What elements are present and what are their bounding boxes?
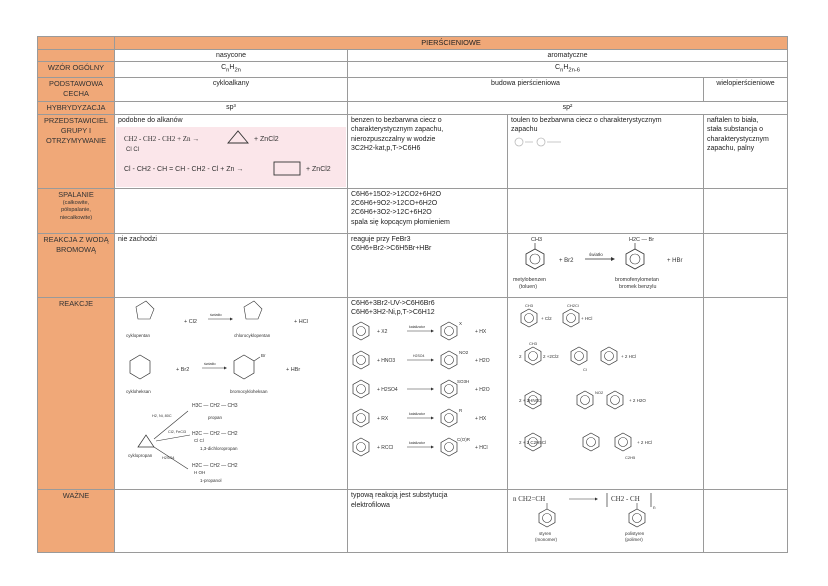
combustion-aromatic (348, 188, 508, 233)
svg-text:+ 2 HCl: + 2 HCl (637, 439, 653, 445)
svg-text:+ H2O: + H2O (475, 357, 490, 364)
cyclopropane-icon (138, 435, 154, 447)
cyclohexane-icon (130, 355, 150, 379)
row-label-formula: WZÓR OGÓLNY (38, 62, 115, 77)
naphthalene-line-2: stała substancja o (707, 126, 764, 134)
dichloro-cl: Cl Cl (194, 437, 204, 443)
toluene-rxn-1 (521, 303, 592, 327)
important-line-1: typową reakcją jest substytucja (351, 492, 448, 500)
svg-text:+ 2 H2O: + 2 H2O (629, 397, 646, 403)
representatives-saturated (115, 114, 348, 188)
row-label-representatives: PRZEDSTAWICIEL GRUPY I OTRZYMYWANIE (38, 114, 115, 188)
benzyl-ring-icon (626, 249, 644, 269)
bromine-line-2: C6H6+Br2->C6H5Br+HBr (351, 244, 432, 252)
styrene-name: styren (539, 531, 552, 537)
bromocyclohexane-icon (234, 355, 254, 379)
naphthalene-line-3: charakterystycznym (707, 135, 769, 143)
naphthalene-line-4: zapachu, palny (707, 144, 755, 152)
reactions-naphthalene (704, 297, 788, 489)
subheader-saturated: nasycone (115, 49, 348, 61)
light-label-1: światło (210, 312, 222, 317)
reactions-aromatic (348, 297, 508, 489)
propan-label: propan (208, 414, 223, 420)
chlorocyclopentane-icon (244, 301, 262, 319)
representatives-toluene (508, 114, 704, 188)
hybrid-aromatic: sp² (348, 101, 788, 114)
styrene-ring-icon (539, 509, 555, 527)
eq1-text: CH2 - CH2 - CH2 + Zn → (124, 135, 200, 144)
dichloro-label: 1,3-dichloropropan (200, 445, 238, 451)
polystyrene-formula: CH2 - CH (611, 495, 640, 504)
ring-hydrocarbons-table (37, 36, 788, 553)
tol-name2b: bromek benzylu (619, 283, 657, 290)
eq2-text: Cl - CH2 - CH = CH - CH2 - Cl + Zn → (124, 166, 244, 174)
svg-text:+ HCl: + HCl (475, 444, 488, 451)
propanol-label: 1-propanol (200, 477, 222, 483)
toluene-line-2: zapachu (511, 126, 538, 134)
bromine-saturated: nie zachodzi (115, 233, 348, 297)
combustion-eq-3: 2C6H6+3O2->12C+6H2O (351, 209, 432, 217)
reaction-eq-1: C6H6+3Br2-UV->C6H6Br6 (351, 299, 435, 307)
cyclopropane-label: cyklopropan (128, 452, 153, 458)
substitution-row-1 (353, 321, 487, 340)
svg-text:CH3: CH3 (525, 302, 534, 308)
polystyrene-name-b: (polimer) (625, 537, 643, 543)
representatives-naphthalene (704, 114, 788, 188)
combustion-sublabel-1: (całkowite, (62, 199, 90, 206)
benzene-substitution-diagram (351, 318, 503, 468)
table-title: PIERŚCIENIOWE (115, 37, 788, 50)
benzene-line-4: 3C2H2-kat,p,T->C6H6 (351, 144, 421, 152)
combustion-eq-2: 2C6H6+9O2->12CO+6H2O (351, 199, 438, 207)
svg-text:2 + 2 C2H5Cl: 2 + 2 C2H5Cl (519, 439, 547, 445)
svg-text:X: X (459, 320, 463, 326)
important-line-2: elektrofilowa (351, 501, 390, 509)
combustion-eq-1: C6H6+15O2->12CO2+6H2O (351, 190, 442, 198)
svg-text:C2H5: C2H5 (625, 454, 636, 460)
svg-text:+ Cl2: + Cl2 (541, 315, 552, 321)
styrene-polymerization-diagram (511, 491, 701, 547)
svg-text:C(O)R: C(O)R (457, 436, 470, 442)
tol-name1b: (toluen) (519, 283, 537, 290)
br-sub-label: Br (261, 352, 266, 358)
tol-br2-label: + Br2 (559, 257, 574, 264)
toluene-rxn-2 (519, 341, 636, 372)
svg-text:NO2: NO2 (595, 389, 604, 395)
svg-text:+ H2SO4: + H2SO4 (377, 386, 398, 393)
svg-text:CH3: CH3 (529, 340, 538, 346)
svg-text:2 + 2HNO3: 2 + 2HNO3 (519, 397, 542, 403)
combustion-saturated (115, 188, 348, 233)
cyclopentane-icon (136, 301, 154, 319)
combustion-toluene (508, 188, 704, 233)
cyclo-synthesis-equations (120, 129, 342, 179)
feature-aromatic: budowa pierścieniowa (348, 77, 704, 101)
svg-text:SO3H: SO3H (457, 378, 470, 384)
saturated-note: podobne do alkanów (118, 116, 183, 124)
propanol-oh: H OH (194, 469, 206, 475)
row-label-reactions: REAKCJE (38, 297, 115, 489)
tol-ch3-label: CH3 (531, 236, 543, 243)
toluene-rxn-4 (519, 433, 652, 460)
combustion-sublabel-2: półspalanie, (61, 207, 91, 214)
hybrid-saturated: sp³ (115, 101, 348, 114)
svg-text:H2SO4: H2SO4 (413, 353, 425, 358)
toluene-ring-icon (526, 249, 544, 269)
svg-text:+ HNO3: + HNO3 (377, 357, 396, 364)
combustion-naphthalene (704, 188, 788, 233)
polystyrene-name: polistyren (625, 531, 645, 537)
tol-hbr-label: + HBr (667, 257, 683, 264)
svg-text:+ 2 HCl: + 2 HCl (621, 353, 637, 359)
cond-h2o-label: H2SO4 (162, 455, 175, 460)
cl2-label: + Cl2 (184, 318, 197, 325)
dichloro-chain: H2C — CH2 — CH2 (192, 430, 238, 437)
representatives-benzene (348, 114, 508, 188)
svg-text:+ HX: + HX (475, 415, 487, 422)
tol-name2: bromofenylometan (615, 276, 659, 283)
cyclo-synthesis-box (116, 127, 346, 186)
subheader-empty (38, 49, 115, 61)
combustion-label: SPALANIE (58, 189, 94, 199)
hbr-label: + HBr (286, 366, 301, 373)
benzene-line-3: nierozpuszczalny w wodzie (351, 135, 436, 143)
svg-text:+ HX: + HX (475, 328, 487, 335)
polystyrene-ring-icon (629, 509, 645, 527)
polymer-n: n (653, 505, 656, 511)
bromine-line-1: reaguje przy FeBr3 (351, 235, 411, 243)
tol-name1: metylobenzen (513, 276, 546, 283)
svg-text:Cl: Cl (583, 366, 587, 372)
eq1-cl-text: Cl Cl (126, 147, 139, 154)
propan-chain: H3C — CH2 — CH3 (192, 402, 238, 409)
formula-saturated: $C_nH_{2n}$ (115, 62, 348, 77)
propanol-chain: H2C — CH2 — CH2 (192, 462, 238, 469)
bromocyclohexane-label: bromocykloheksan (230, 388, 268, 394)
svg-text:katalizator: katalizator (409, 440, 425, 445)
cyclohexane-label: cykloheksan (126, 388, 151, 394)
cyclopentane-label: cyklopentan (126, 332, 151, 338)
svg-text:+ RX: + RX (377, 415, 389, 422)
hcl-label: + HCl (294, 318, 308, 325)
row-label-feature: PODSTAWOWA CECHA (38, 77, 115, 101)
corner-cell (38, 37, 115, 50)
combustion-note: spala się kopcącym płomieniem (351, 218, 450, 226)
cyclopropane-triangle-icon (228, 131, 248, 143)
cond-h2-label: H2, Ni, 80C (152, 413, 172, 418)
bromine-aromatic (348, 233, 508, 297)
notes-sheet (37, 36, 787, 543)
svg-text:NO2: NO2 (459, 349, 469, 355)
substitution-row-2 (353, 350, 490, 369)
important-aromatic (348, 490, 508, 552)
styrene-formula: n CH2=CH (513, 495, 546, 504)
substitution-row-4 (353, 408, 487, 427)
toluene-rxn-3 (519, 390, 646, 409)
svg-text:2 +2Cl2: 2 +2Cl2 (543, 353, 559, 359)
toluene-line-1: toulen to bezbarwna ciecz o charakterystycznym (511, 116, 662, 124)
bromine-naphthalene (704, 233, 788, 297)
row-label-important: WAŻNE (38, 490, 115, 552)
important-styrene (508, 490, 704, 552)
tol-prod-label: H2C — Br (629, 236, 655, 243)
bromine-toluene (508, 233, 704, 297)
reactions-saturated (115, 297, 348, 489)
svg-text:katalizator: katalizator (409, 324, 425, 329)
reaction-eq-2: C6H6+3H2-Ni,p,T->C6H12 (351, 309, 435, 317)
important-naphthalene (704, 490, 788, 552)
feature-poly: wielopierścieniowe (704, 77, 788, 101)
formula-aromatic: $C_nH_{2n-6}$ (348, 62, 788, 77)
svg-text:+ RCCl: + RCCl (377, 444, 394, 451)
svg-text:katalizator: katalizator (409, 411, 425, 416)
tol-cond-label: światło (589, 251, 603, 257)
benzene-line-1: benzen to bezbarwna ciecz o (351, 116, 442, 124)
combustion-sublabel-3: niecałkowite) (59, 214, 93, 221)
toluene-sketch-icon (511, 135, 571, 149)
reactions-toluene (508, 297, 704, 489)
substitution-row-3 (353, 379, 490, 398)
row-label-bromine: REAKCJA Z WODĄ BROMOWĄ (38, 233, 115, 297)
svg-text:2: 2 (519, 353, 522, 359)
toluene-reactions-diagram (511, 299, 701, 485)
cond-cl2-label: Cl2, FeCl3 (168, 429, 186, 434)
row-label-hybrid: HYBRYDYZACJA (38, 101, 115, 114)
toluene-bromination-diagram (511, 235, 701, 293)
svg-text:R: R (459, 407, 463, 413)
svg-text:+ X2: + X2 (377, 328, 388, 335)
svg-text:+ H2O: + H2O (475, 386, 490, 393)
eq2-product: + ZnCl2 (306, 166, 331, 174)
feature-saturated: cykloalkany (115, 77, 348, 101)
substitution-row-5 (353, 437, 488, 456)
subheader-aromatic: aromatyczne (348, 49, 788, 61)
light-label-2: światło (204, 361, 216, 366)
chlorocyclopentane-label: chlorocyklopentan (234, 332, 271, 338)
br2-label: + Br2 (176, 366, 190, 373)
svg-text:+ HCl: + HCl (581, 315, 593, 321)
cycloalkane-reactions-diagram (118, 299, 344, 485)
row-label-combustion (38, 188, 115, 233)
benzene-line-2: charakterystycznym zapachu, (351, 126, 444, 134)
svg-text:CH2Cl: CH2Cl (567, 302, 579, 308)
naphthalene-line-1: naftalen to biała, (707, 116, 759, 124)
eq1-product: + ZnCl2 (254, 136, 279, 144)
cyclobutane-square-icon (274, 162, 300, 175)
important-saturated (115, 490, 348, 552)
styrene-name-b: (monomer) (535, 537, 558, 543)
